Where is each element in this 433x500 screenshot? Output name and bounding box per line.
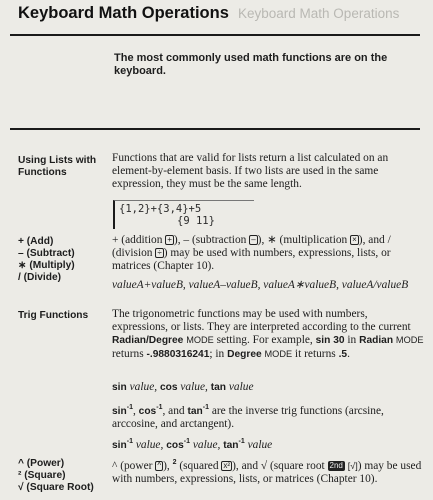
- square-key-icon: x²: [223, 460, 231, 470]
- subtract-key-icon: –: [251, 235, 256, 244]
- arith-paragraph: + (addition + ), – (subtraction – ), ∗ (multiplication × ), and / (division ÷ ) may be used with numbers, expressions, lists, or matrices (Chapter 10).: [112, 234, 391, 273]
- trig-syntax: sin value, cos value, tan value: [112, 381, 254, 393]
- lists-label-line2: Functions: [18, 167, 67, 178]
- divide-label: / (Divide): [18, 272, 62, 283]
- lists-label-line1: Using Lists with: [18, 155, 97, 166]
- subtract-label: – (Subtract): [18, 248, 75, 259]
- trig-paragraph: The trigonometric functions may be used with numbers, expressions, or lists. They are interpreted according to the current Radian/Degree MODE setting. For example, sin 30 in Radian MODE returns -.9880316241; in Degree MODE it returns .5.: [112, 308, 424, 360]
- power-key-icon: ^: [157, 460, 162, 470]
- show-through-text: Keyboard Math Operations: [238, 6, 400, 21]
- inverse-trig-syntax: $\sin^{-1}$ value, $\cos^{-1}$ value, $\tan^{-1}$ value: [112, 438, 273, 451]
- section-rule: [10, 128, 420, 130]
- add-label: + (Add): [18, 236, 54, 247]
- inverse-trig-paragraph: $\sin^{-1}$, $\cos^{-1}$, and $\tan^{-1}$ are the inverse trig functions (arcsine, arccosine, and arctangent).: [112, 404, 384, 430]
- multiply-key-icon: ×: [352, 235, 357, 244]
- second-key-icon: 2nd: [329, 460, 343, 470]
- add-key-icon: +: [167, 235, 172, 244]
- intro-text: The most commonly used math functions are on the keyboard.: [114, 52, 388, 77]
- header-rule: [10, 34, 420, 36]
- screen-result-line: {9 11}: [177, 215, 215, 227]
- square-root-label: √ (Square Root): [18, 482, 94, 493]
- multiply-label: ∗ (Multiply): [18, 260, 75, 271]
- power-label: ^ (Power): [18, 458, 65, 469]
- arith-examples: valueA+valueB, valueA–valueB, valueA∗valueB, valueA/valueB: [112, 279, 409, 291]
- screen-input-line: {1,2}+{3,4}+5: [119, 203, 202, 215]
- calculator-screen: [113, 200, 254, 229]
- page-title: Keyboard Math Operations: [18, 4, 229, 22]
- divide-key-icon: ÷: [157, 248, 162, 258]
- power-paragraph: ^ (power ^ ), $^2$ (squared x² ), and √ (square root 2nd [√]) may be used with numbers, expressions, lists, or matrices (Chapter 10).: [112, 459, 422, 485]
- trig-label: Trig Functions: [18, 310, 89, 321]
- square-label: ² (Square): [18, 470, 66, 481]
- lists-paragraph: Functions that are valid for lists return a list calculated on an element-by-element basis. If two lists are used in the same expression, they must be the same length.: [112, 152, 389, 191]
- root-key-icon: [√]: [347, 460, 358, 471]
